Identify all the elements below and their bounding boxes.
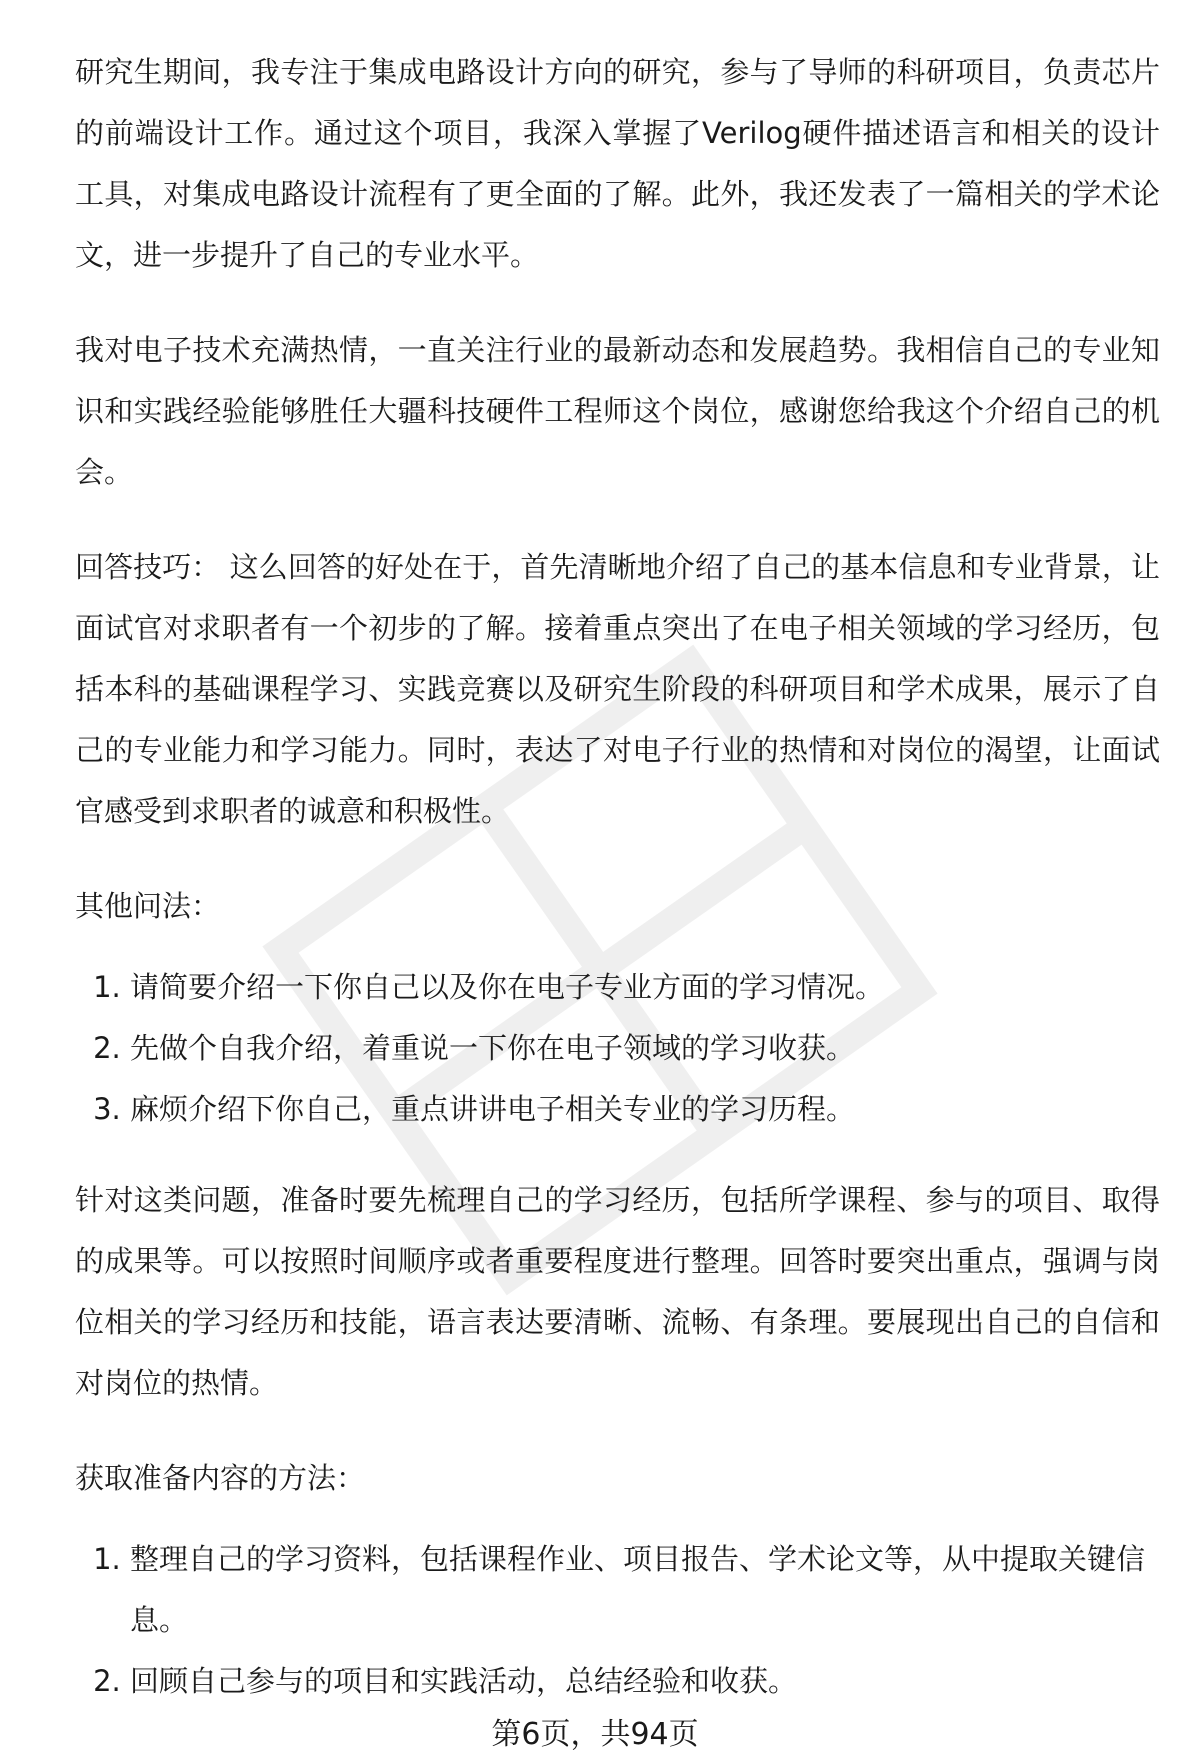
page-number: 第6页，共94页 — [491, 1717, 699, 1752]
other-questions-list — [75, 957, 1160, 1140]
paragraph-answer-tips: 回答技巧： 这么回答的好处在于，首先清晰地介绍了自己的基本信息和专业背景，让面试官对求职者有一个初步的了解。接着重点突出了在电子相关领域的学习经历，包括本科的基础课程学习、实践竞赛以及研究生阶段的科研项目和学术成果，展示了自己的专业能力和学习能力。同时，表达了对电子行业的热情和对岗位的渴望，让面试官感受到求职者的诚意和积极性。 — [75, 550, 1160, 828]
list-item: 2. 回顾自己参与的项目和实践活动，总结经验和收获。 — [130, 1651, 1160, 1712]
list-item: 2. 先做个自我介绍，着重说一下你在电子领域的学习收获。 — [130, 1018, 1160, 1079]
list-item: 3. 麻烦介绍下你自己，重点讲讲电子相关专业的学习历程。 — [130, 1079, 1160, 1140]
paragraph-preparation: 针对这类问题，准备时要先梳理自己的学习经历，包括所学课程、参与的项目、取得的成果等。可以按照时间顺序或者重要程度进行整理。回答时要突出重点，强调与岗位相关的学习经历和技能，语言表达要清晰、流畅、有条理。要展现出自己的自信和对岗位的热情。 — [75, 1183, 1160, 1400]
other-questions-heading: 其他问法： — [75, 889, 221, 923]
paragraph-passion: 我对电子技术充满热情，一直关注行业的最新动态和发展趋势。我相信自己的专业知识和实践经验能够胜任大疆科技硬件工程师这个岗位，感谢您给我这个介绍自己的机会。 — [75, 333, 1160, 489]
list-item: 1. 请简要介绍一下你自己以及你在电子专业方面的学习情况。 — [130, 957, 1160, 1018]
paragraph-research: 研究生期间，我专注于集成电路设计方向的研究，参与了导师的科研项目，负责芯片的前端设计工作。通过这个项目，我深入掌握了Verilog硬件描述语言和相关的设计工具，对集成电路设计流程有了更全面的了解。此外，我还发表了一篇相关的学术论文，进一步提升了自己的专业水平。 — [75, 55, 1160, 272]
document-body — [75, 42, 1160, 1742]
methods-heading: 获取准备内容的方法： — [75, 1461, 366, 1495]
methods-list — [75, 1529, 1160, 1712]
list-item: 1. 整理自己的学习资料，包括课程作业、项目报告、学术论文等，从中提取关键信息。 — [130, 1529, 1160, 1651]
